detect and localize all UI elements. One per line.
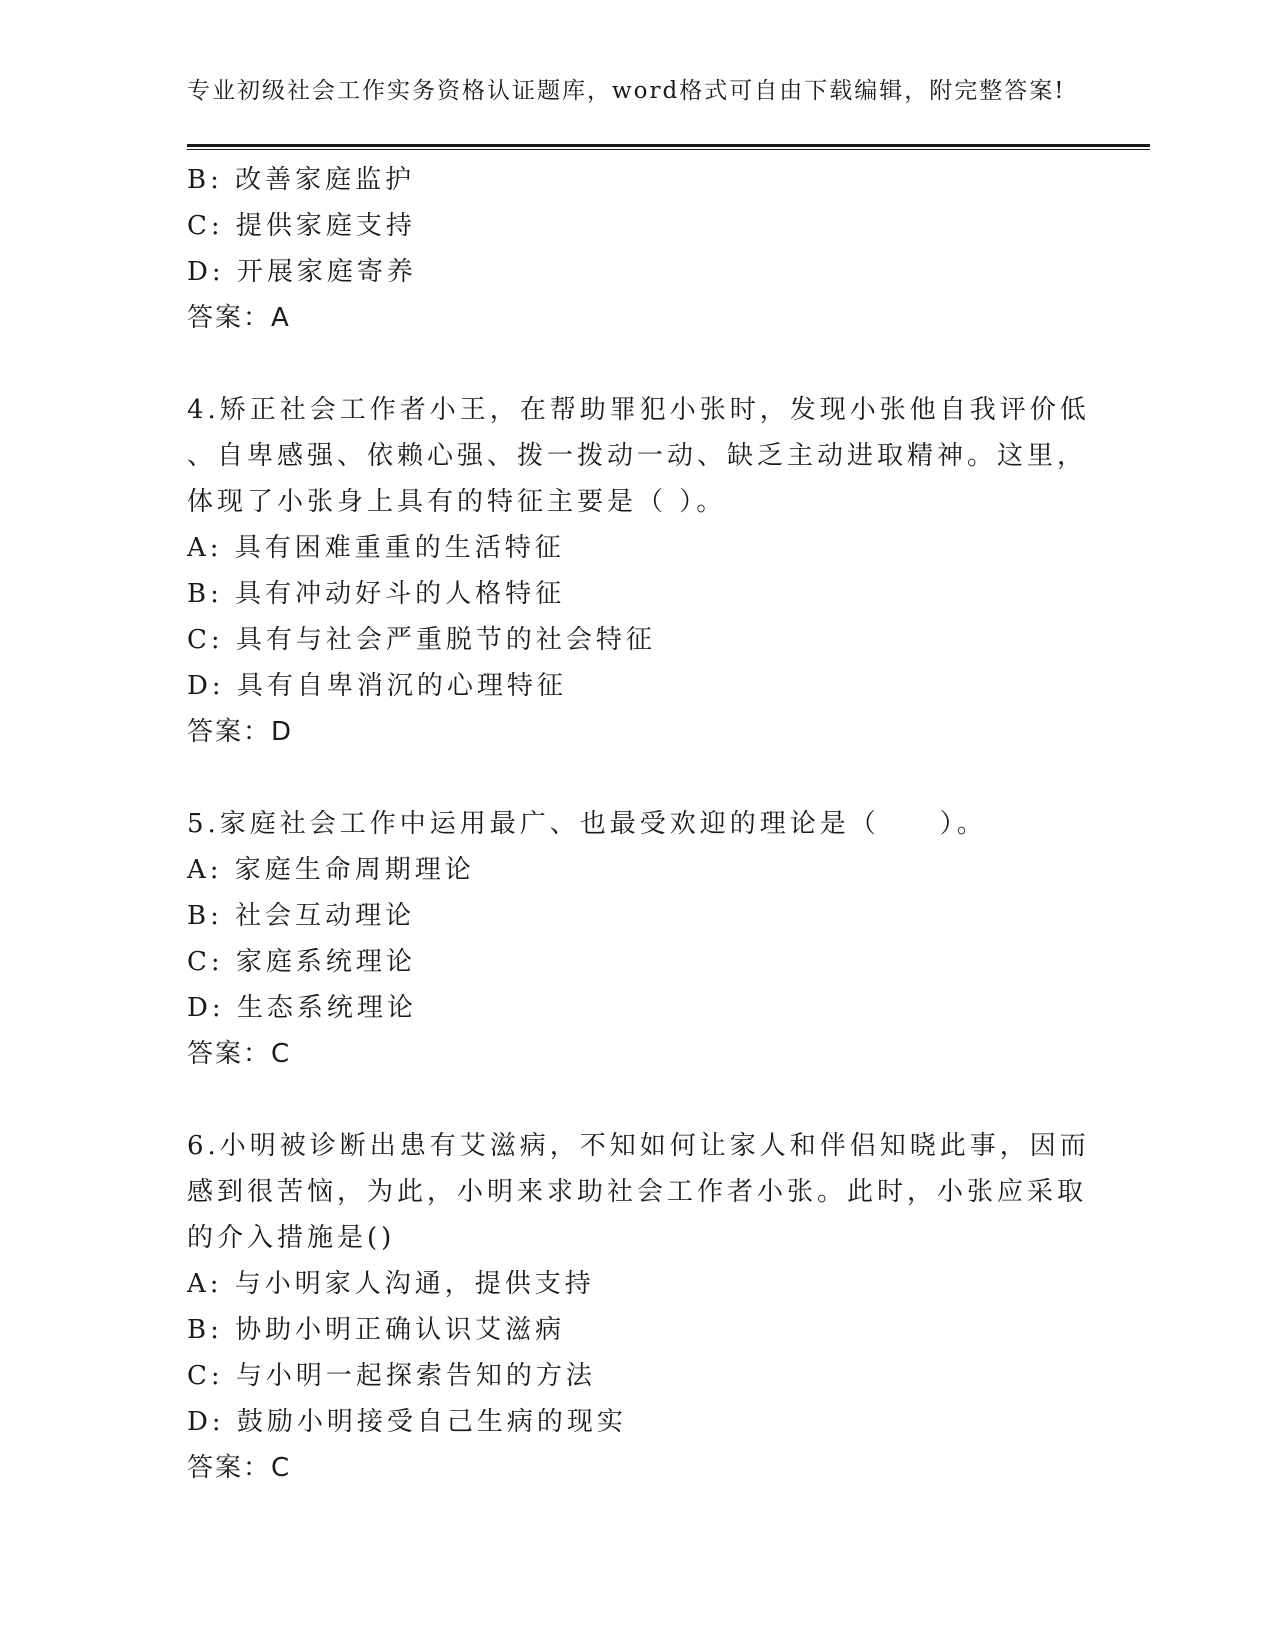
block-spacer bbox=[187, 341, 1067, 387]
block-spacer bbox=[187, 755, 1067, 801]
option-line: A: 家庭生命周期理论 bbox=[187, 855, 475, 885]
question-stem-line: 6.小明被诊断出患有艾滋病，不知如何让家人和伴侣知晓此事，因而 bbox=[187, 1131, 1090, 1161]
question-stem-line: 5.家庭社会工作中运用最广、也最受欢迎的理论是（ ）。 bbox=[187, 809, 987, 839]
question-block bbox=[187, 387, 1090, 755]
header-rule-thin bbox=[187, 149, 1150, 150]
question-stem-line: 体现了小张身上具有的特征主要是（ ）。 bbox=[187, 487, 727, 517]
answer-line: 答案：A bbox=[187, 303, 291, 333]
question-content bbox=[187, 157, 1090, 1491]
option-line: A: 与小明家人沟通，提供支持 bbox=[187, 1269, 595, 1299]
question-block bbox=[187, 157, 1067, 341]
question-stem-line: 4.矫正社会工作者小王，在帮助罪犯小张时，发现小张他自我评价低 bbox=[187, 395, 1090, 425]
option-line: B: 具有冲动好斗的人格特征 bbox=[187, 579, 566, 609]
page-header: 专业初级社会工作实务资格认证题库，word格式可自由下载编辑，附完整答案! bbox=[187, 78, 1066, 104]
answer-line: 答案：C bbox=[187, 1453, 292, 1483]
question-stem-line: 的介入措施是() bbox=[187, 1223, 396, 1253]
option-line: D: 生态系统理论 bbox=[187, 993, 417, 1023]
option-line: C: 家庭系统理论 bbox=[187, 947, 416, 977]
question-stem-line: 、自卑感强、依赖心强、拨一拨动一动、缺乏主动进取精神。这里， bbox=[187, 441, 1088, 471]
question-stem-line: 感到很苦恼，为此，小明来求助社会工作者小张。此时，小张应采取 bbox=[187, 1177, 1088, 1207]
answer-line: 答案：C bbox=[187, 1039, 292, 1069]
block-spacer bbox=[187, 1077, 1067, 1123]
option-line: D: 具有自卑消沉的心理特征 bbox=[187, 671, 567, 701]
header-rule-thick bbox=[187, 144, 1150, 147]
question-block bbox=[187, 801, 1067, 1077]
option-line: C: 提供家庭支持 bbox=[187, 211, 416, 241]
answer-line: 答案：D bbox=[187, 717, 294, 747]
option-line: D: 开展家庭寄养 bbox=[187, 257, 417, 287]
option-line: B: 改善家庭监护 bbox=[187, 165, 416, 195]
option-line: C: 具有与社会严重脱节的社会特征 bbox=[187, 625, 656, 655]
option-line: A: 具有困难重重的生活特征 bbox=[187, 533, 565, 563]
option-line: C: 与小明一起探索告知的方法 bbox=[187, 1361, 596, 1391]
option-line: D: 鼓励小明接受自己生病的现实 bbox=[187, 1407, 627, 1437]
option-line: B: 协助小明正确认识艾滋病 bbox=[187, 1315, 566, 1345]
question-block bbox=[187, 1123, 1090, 1491]
option-line: B: 社会互动理论 bbox=[187, 901, 416, 931]
